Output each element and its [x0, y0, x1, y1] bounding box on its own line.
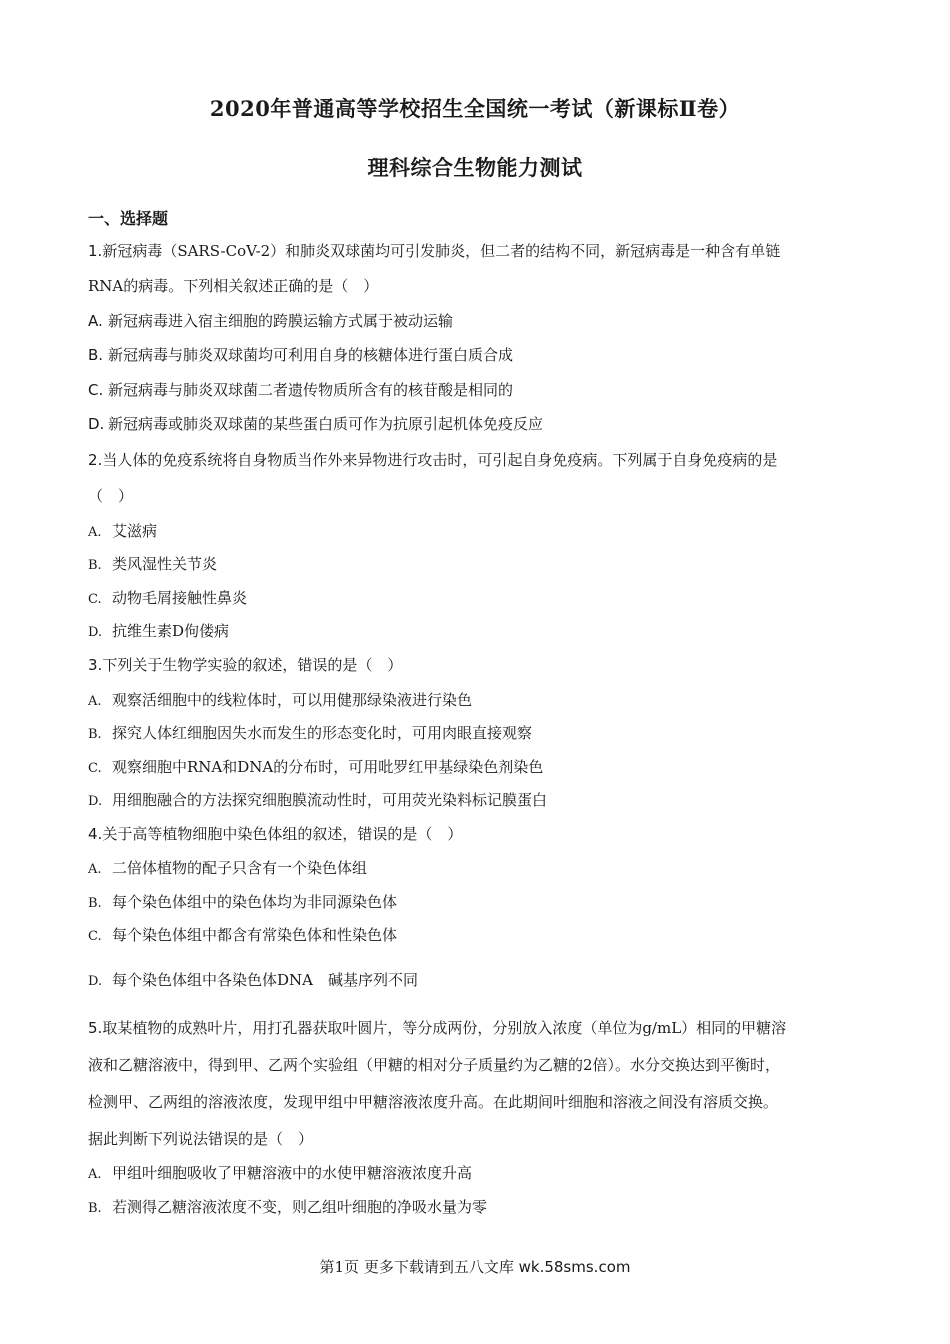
- option-b: [88, 892, 397, 914]
- option-letter: B.: [88, 346, 104, 364]
- option-text: 新冠病毒或肺炎双球菌的某些蛋白质可作为抗原引起机体免疫反应: [108, 415, 544, 433]
- footer-page-text: 第1页 更多下载请到五八文库: [319, 1258, 514, 1276]
- question-number: 4.: [88, 825, 103, 843]
- option-text: 若测得乙糖溶液浓度不变，则乙组叶细胞的净吸水量为零: [112, 1198, 488, 1216]
- option-text: 动物毛屑接触性鼻炎: [112, 589, 248, 607]
- option-a: [88, 521, 157, 543]
- option-text: 新冠病毒进入宿主细胞的跨膜运输方式属于被动运输: [108, 312, 454, 330]
- question-stem: [88, 241, 780, 261]
- question-stem: [88, 824, 462, 844]
- exam-title: 2020年普通高等学校招生全国统一考试（新课标Ⅱ卷）: [209, 96, 741, 121]
- option-b: [88, 345, 513, 365]
- question-stem-continued: 据此判断下列说法错误的是（ ）: [88, 1130, 314, 1148]
- footer-site-link[interactable]: wk.58sms.com: [518, 1258, 631, 1276]
- question-stem-continued: 液和乙糖溶液中，得到甲、乙两个实验组（甲糖的相对分子质量约为乙糖的2倍）。水分交换达到平衡时，: [88, 1056, 781, 1074]
- option-text: 观察活细胞中的线粒体时，可以用健那绿染液进行染色: [112, 691, 473, 709]
- option-letter: B.: [88, 1201, 102, 1216]
- option-text: 观察细胞中RNA和DNA的分布时，可用吡罗红甲基绿染色剂染色: [112, 758, 544, 776]
- question-stem-text: 关于高等植物细胞中染色体组的叙述，错误的是（ ）: [102, 825, 463, 843]
- option-letter: A.: [88, 525, 102, 540]
- option-text: 新冠病毒与肺炎双球菌二者遗传物质所含有的核苷酸是相同的: [108, 381, 514, 399]
- question-stem-continued: RNA的病毒。下列相关叙述正确的是（ ）: [88, 277, 379, 295]
- option-b: [88, 554, 217, 576]
- option-text: 探究人体红细胞因失水而发生的形态变化时，可用肉眼直接观察: [112, 724, 533, 742]
- option-letter: C.: [88, 929, 102, 944]
- question-stem: [88, 1018, 786, 1038]
- option-letter: B.: [88, 896, 102, 911]
- option-text: 每个染色体组中各染色体DNA 碱基序列不同: [112, 971, 418, 989]
- option-a: [88, 690, 472, 712]
- section-heading: 一、选择题: [88, 209, 169, 228]
- option-d: [88, 970, 418, 992]
- option-letter: A.: [88, 1167, 102, 1182]
- option-letter: A.: [88, 312, 103, 330]
- option-text: 每个染色体组中都含有常染色体和性染色体: [112, 926, 398, 944]
- question-stem-continued: （ ）: [88, 487, 134, 505]
- option-letter: B.: [88, 727, 102, 742]
- question-stem-text: 取某植物的成熟叶片，用打孔器获取叶圆片，等分成两份，分别放入浓度（单位为g/mL）相同的甲糖溶: [102, 1019, 787, 1037]
- option-text: 甲组叶细胞吸收了甲糖溶液中的水使甲糖溶液浓度升高: [112, 1164, 473, 1182]
- option-letter: C.: [88, 381, 104, 399]
- option-text: 每个染色体组中的染色体均为非同源染色体: [112, 893, 398, 911]
- option-text: 新冠病毒与肺炎双球菌均可利用自身的核糖体进行蛋白质合成: [108, 346, 514, 364]
- option-a: [88, 1163, 472, 1185]
- option-text: 类风湿性关节炎: [112, 555, 218, 573]
- question-stem-text: 当人体的免疫系统将自身物质当作外来异物进行攻击时，可引起自身免疫病。下列属于自身免疫病的是: [102, 451, 778, 469]
- option-b: [88, 723, 532, 745]
- option-text: 用细胞融合的方法探究细胞膜流动性时，可用荧光染料标记膜蛋白: [112, 791, 548, 809]
- question-stem: [88, 450, 777, 470]
- exam-subtitle: 理科综合生物能力测试: [367, 155, 583, 180]
- option-letter: C.: [88, 761, 102, 776]
- question-stem-text: 新冠病毒（SARS-CoV-2）和肺炎双球菌均可引发肺炎，但二者的结构不同，新冠病毒是一种含有单链: [102, 242, 781, 260]
- option-letter: A.: [88, 862, 102, 877]
- option-a: [88, 858, 367, 880]
- option-letter: A.: [88, 694, 102, 709]
- question-number: 2.: [88, 451, 103, 469]
- question-stem: [88, 655, 402, 675]
- option-b: [88, 1197, 487, 1219]
- option-a: [88, 311, 453, 331]
- option-d: [88, 790, 547, 812]
- option-letter: D.: [88, 974, 103, 989]
- option-letter: D.: [88, 415, 105, 433]
- option-text: 抗维生素D佝偻病: [112, 622, 230, 640]
- option-text: 二倍体植物的配子只含有一个染色体组: [112, 859, 368, 877]
- option-d: [88, 414, 543, 434]
- option-d: [88, 621, 229, 643]
- option-letter: C.: [88, 592, 102, 607]
- question-number: 5.: [88, 1019, 103, 1037]
- option-c: [88, 925, 397, 947]
- option-c: [88, 588, 247, 610]
- option-c: [88, 380, 513, 400]
- option-letter: B.: [88, 558, 102, 573]
- option-c: [88, 757, 543, 779]
- question-number: 1.: [88, 242, 103, 260]
- question-stem-text: 下列关于生物学实验的叙述，错误的是（ ）: [102, 656, 403, 674]
- option-letter: D.: [88, 794, 103, 809]
- option-text: 艾滋病: [112, 522, 158, 540]
- question-number: 3.: [88, 656, 103, 674]
- option-letter: D.: [88, 625, 103, 640]
- page-footer: [0, 1256, 950, 1277]
- question-stem-continued: 检测甲、乙两组的溶液浓度，发现甲组中甲糖溶液浓度升高。在此期间叶细胞和溶液之间没有溶质交换。: [88, 1093, 779, 1111]
